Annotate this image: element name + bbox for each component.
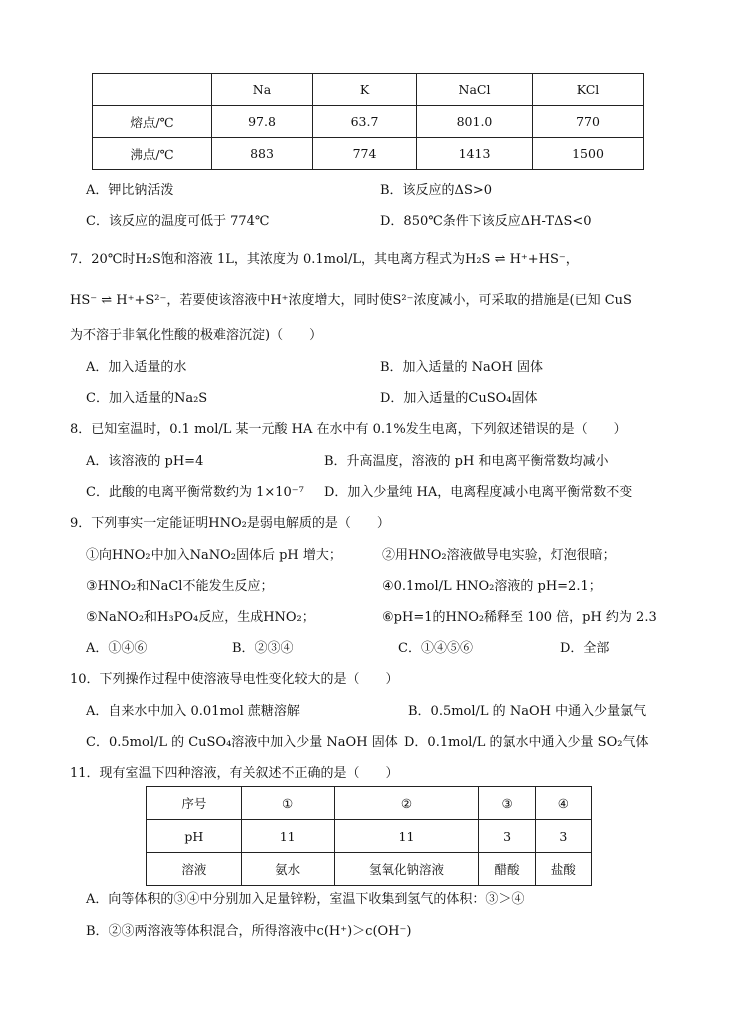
table-cell: 1413 [417,138,533,170]
q9-statement-4: ④0.1mol/L HNO₂溶液的 pH=2.1； [382,579,602,594]
table-row [147,853,592,886]
q7-stem-line2: HS⁻ ⇌ H⁺+S²⁻，若要使该溶液中H⁺浓度增大，同时使S²⁻浓度减小，可采取的措施是(已知 CuS [70,293,632,308]
table-cell: 97.8 [212,106,313,138]
table-cell: K [313,74,417,106]
table-cell: 醋酸 [479,853,535,886]
table-cell: Na [212,74,313,106]
table-cell: ③ [479,787,535,820]
table-cell: 774 [313,138,417,170]
q6-option-c: C．该反应的温度可低于 774℃ [86,214,270,229]
table-cell: ② [334,787,479,820]
q9-statement-6: ⑥pH=1的HNO₂稀释至 100 倍，pH 约为 2.3 [382,610,657,625]
q9-option-b: B．②③④ [232,641,294,656]
q8-option-b: B．升高温度，溶液的 pH 和电离平衡常数均减小 [324,454,609,469]
table-cell: 770 [533,106,644,138]
q11-stem: 11．现有室温下四种溶液，有关叙述不正确的是（ ） [70,766,399,781]
melting-boiling-table [92,73,644,170]
q10-stem: 10．下列操作过程中使溶液导电性变化较大的是（ ） [70,672,399,687]
q8-option-d: D．加入少量纯 HA，电离程度减小电离平衡常数不变 [324,485,633,500]
table-cell: 序号 [147,787,242,820]
table-cell: 氢氧化钠溶液 [334,853,479,886]
solutions-table [146,786,592,886]
table-row [93,74,644,106]
q9-stem: 9．下列事实一定能证明HNO₂是弱电解质的是（ ） [70,516,390,531]
table-cell: 熔点/℃ [93,106,212,138]
q10-option-c: C．0.5mol/L 的 CuSO₄溶液中加入少量 NaOH 固体 [86,735,398,750]
q9-statement-2: ②用HNO₂溶液做导电实验，灯泡很暗； [382,548,616,563]
table-cell: KCl [533,74,644,106]
q7-option-c: C．加入适量的Na₂S [86,391,208,406]
q10-option-b: B．0.5mol/L 的 NaOH 中通入少量氯气 [408,704,647,719]
q6-option-d: D．850℃条件下该反应ΔH-TΔS<0 [380,214,592,229]
table-cell: 溶液 [147,853,242,886]
table-cell: 801.0 [417,106,533,138]
q9-statement-5: ⑤NaNO₂和H₃PO₄反应，生成HNO₂； [86,610,315,625]
q6-option-b: B．该反应的ΔS>0 [380,183,493,198]
table-row [93,138,644,170]
table-row [93,106,644,138]
q7-option-b: B．加入适量的 NaOH 固体 [380,360,543,375]
table-cell: ① [241,787,334,820]
q7-option-d: D．加入适量的CuSO₄固体 [380,391,538,406]
q11-option-a: A．向等体积的③④中分别加入足量锌粉，室温下收集到氢气的体积：③＞④ [86,892,525,907]
q9-option-d: D．全部 [560,641,610,656]
q10-option-a: A．自来水中加入 0.01mol 蔗糖溶解 [86,704,300,719]
q8-option-a: A．该溶液的 pH=4 [86,454,204,469]
table-cell: 3 [479,820,535,853]
q8-option-c: C．此酸的电离平衡常数约为 1×10⁻⁷ [86,485,304,500]
q7-stem-line1: 7．20℃时H₂S饱和溶液 1L，其浓度为 0.1mol/L，其电离方程式为H₂S ⇌ H⁺+HS⁻， [70,252,579,267]
table-cell: 3 [535,820,591,853]
q7-option-a: A．加入适量的水 [86,360,187,375]
table-cell: 盐酸 [535,853,591,886]
table-cell: NaCl [417,74,533,106]
q7-stem-line3: 为不溶于非氧化性酸的极难溶沉淀)（ ） [70,328,323,343]
table-cell: 11 [334,820,479,853]
q10-option-d: D．0.1mol/L 的氯水中通入少量 SO₂气体 [404,735,649,750]
q6-option-a: A．钾比钠活泼 [86,183,174,198]
table-cell: 63.7 [313,106,417,138]
q8-stem: 8．已知室温时，0.1 mol/L 某一元酸 HA 在水中有 0.1%发生电离，下列叙述错误的是（ ） [70,422,627,437]
q9-statement-1: ①向HNO₂中加入NaNO₂固体后 pH 增大； [86,548,342,563]
table-cell: pH [147,820,242,853]
table-cell: 氨水 [241,853,334,886]
table-row [147,820,592,853]
table-cell: 沸点/℃ [93,138,212,170]
table-cell: 11 [241,820,334,853]
q9-option-c: C．①④⑤⑥ [398,641,473,656]
q9-statement-3: ③HNO₂和NaCl不能发生反应； [86,579,274,594]
table-cell: 1500 [533,138,644,170]
table-row [147,787,592,820]
q9-option-a: A．①④⑥ [86,641,148,656]
table-cell: ④ [535,787,591,820]
q11-option-b: B．②③两溶液等体积混合，所得溶液中c(H⁺)＞c(OH⁻) [86,924,412,939]
table-cell [93,74,212,106]
table-cell: 883 [212,138,313,170]
